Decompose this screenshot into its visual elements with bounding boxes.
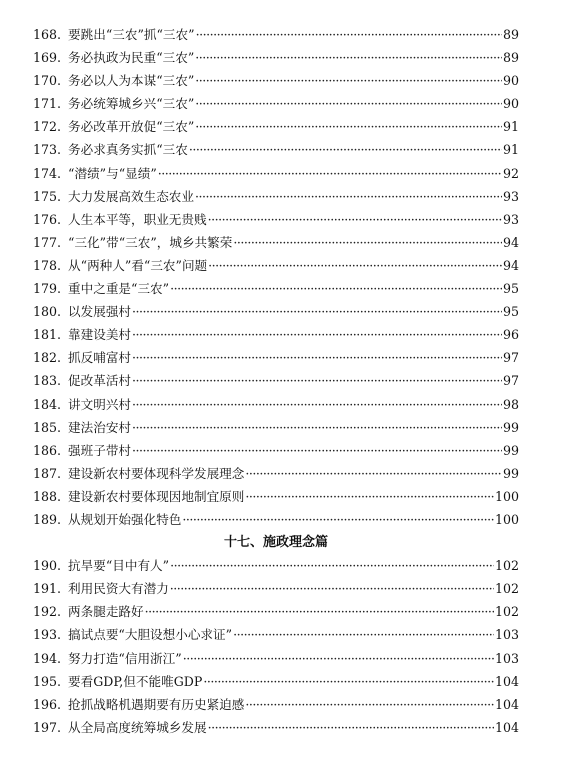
entry-title: 务必求真务实抓“三农 bbox=[68, 142, 188, 158]
entry-page-number: 96 bbox=[502, 327, 519, 343]
entry-number: 182. bbox=[33, 350, 62, 366]
entry-page-number: 102 bbox=[494, 581, 519, 597]
dot-leader bbox=[245, 485, 494, 508]
toc-entry[interactable] bbox=[33, 46, 519, 69]
entry-page-number: 102 bbox=[494, 604, 519, 620]
dot-leader bbox=[132, 393, 502, 416]
entry-title: 搞试点要“大胆设想小心求证” bbox=[68, 627, 233, 643]
entry-number: 181. bbox=[33, 327, 62, 343]
dot-leader bbox=[132, 439, 502, 462]
dot-leader bbox=[182, 508, 494, 531]
entry-page-number: 90 bbox=[502, 96, 519, 112]
entry-title: 务必执政为民重“三农” bbox=[68, 50, 195, 66]
toc-entry[interactable] bbox=[33, 92, 519, 115]
entry-page-number: 99 bbox=[502, 419, 519, 435]
entry-page-number: 89 bbox=[502, 27, 519, 42]
entry-number: 185. bbox=[33, 419, 62, 435]
entry-page-number: 89 bbox=[502, 50, 519, 66]
entry-title: 人生本平等，职业无贵贱 bbox=[68, 211, 207, 227]
toc-entry[interactable] bbox=[33, 23, 519, 46]
dot-leader bbox=[196, 23, 502, 46]
entry-page-number: 92 bbox=[502, 165, 519, 181]
entry-number: 178. bbox=[33, 257, 62, 273]
entry-page-number: 98 bbox=[502, 396, 519, 412]
entry-title: “三化”带“三农”，城乡共繁荣 bbox=[68, 234, 233, 250]
entry-page-number: 104 bbox=[494, 719, 519, 735]
dot-leader bbox=[195, 92, 502, 115]
entry-title: 以发展强村 bbox=[68, 304, 132, 320]
entry-number: 175. bbox=[33, 188, 62, 204]
dot-leader bbox=[245, 693, 494, 716]
toc-section-b bbox=[33, 554, 519, 739]
entry-number: 194. bbox=[33, 650, 62, 666]
dot-leader bbox=[132, 416, 502, 439]
entry-number: 183. bbox=[33, 373, 62, 389]
entry-title: 促改革活村 bbox=[68, 373, 132, 389]
entry-title: 务必统筹城乡兴“三农” bbox=[68, 96, 195, 112]
dot-leader bbox=[158, 162, 502, 185]
entry-page-number: 94 bbox=[502, 234, 519, 250]
entry-title: 抗旱要“目中有人” bbox=[68, 558, 170, 574]
dot-leader bbox=[208, 716, 494, 739]
entry-number: 190. bbox=[33, 558, 62, 574]
entry-number: 191. bbox=[33, 581, 62, 597]
dot-leader bbox=[195, 69, 502, 92]
entry-number: 193. bbox=[33, 627, 62, 643]
entry-page-number: 99 bbox=[502, 442, 519, 458]
entry-number: 196. bbox=[33, 696, 62, 712]
entry-title: 讲文明兴村 bbox=[68, 396, 132, 412]
toc-entry[interactable] bbox=[33, 162, 519, 185]
toc-entry[interactable] bbox=[33, 254, 519, 277]
toc-entry[interactable] bbox=[33, 439, 519, 462]
entry-page-number: 103 bbox=[494, 627, 519, 643]
toc-entry[interactable] bbox=[33, 277, 519, 300]
entry-page-number: 94 bbox=[502, 257, 519, 273]
entry-page-number: 103 bbox=[494, 650, 519, 666]
toc-entry[interactable] bbox=[33, 554, 519, 577]
entry-number: 174. bbox=[33, 165, 62, 181]
entry-page-number: 90 bbox=[502, 73, 519, 89]
dot-leader bbox=[233, 623, 494, 646]
entry-title: 建设新农村要体现科学发展理念 bbox=[68, 465, 245, 481]
entry-number: 177. bbox=[33, 234, 62, 250]
toc-entry[interactable] bbox=[33, 508, 519, 531]
entry-page-number: 100 bbox=[494, 511, 519, 527]
entry-page-number: 100 bbox=[494, 488, 519, 504]
toc-entry[interactable] bbox=[33, 323, 519, 346]
dot-leader bbox=[233, 231, 502, 254]
entry-number: 171. bbox=[33, 96, 62, 112]
entry-number: 189. bbox=[33, 511, 62, 527]
entry-page-number: 91 bbox=[502, 119, 519, 135]
toc-entry[interactable] bbox=[33, 115, 519, 138]
toc-entry[interactable] bbox=[33, 485, 519, 508]
dot-leader bbox=[208, 208, 502, 231]
entry-number: 197. bbox=[33, 719, 62, 735]
entry-number: 172. bbox=[33, 119, 62, 135]
entry-number: 168. bbox=[33, 27, 62, 42]
dot-leader bbox=[189, 138, 502, 161]
dot-leader bbox=[145, 600, 494, 623]
section-heading: 十七、施政理念篇 bbox=[223, 535, 328, 551]
toc-entry[interactable] bbox=[33, 462, 519, 485]
entry-number: 188. bbox=[33, 488, 62, 504]
toc-entry[interactable] bbox=[33, 138, 519, 161]
entry-title: 强班子带村 bbox=[68, 442, 132, 458]
toc-entry[interactable] bbox=[33, 393, 519, 416]
entry-number: 186. bbox=[33, 442, 62, 458]
entry-title: “潜绩”与“显绩” bbox=[68, 165, 157, 181]
entry-title: 抢抓战略机遇期要有历史紧迫感 bbox=[68, 696, 245, 712]
entry-page-number: 95 bbox=[502, 304, 519, 320]
toc-entry[interactable] bbox=[33, 346, 519, 369]
entry-page-number: 104 bbox=[494, 696, 519, 712]
entry-title: 建设新农村要体现因地制宜原则 bbox=[68, 488, 245, 504]
entry-number: 169. bbox=[33, 50, 62, 66]
toc-entry[interactable] bbox=[33, 369, 519, 392]
table-of-contents bbox=[33, 23, 519, 739]
entry-title: 大力发展高效生态农业 bbox=[68, 188, 194, 204]
entry-page-number: 97 bbox=[502, 373, 519, 389]
entry-number: 176. bbox=[33, 211, 62, 227]
dot-leader bbox=[195, 185, 502, 208]
dot-leader bbox=[170, 277, 502, 300]
dot-leader bbox=[195, 46, 502, 69]
toc-entry[interactable] bbox=[33, 231, 519, 254]
toc-entry[interactable] bbox=[33, 208, 519, 231]
entry-page-number: 91 bbox=[502, 142, 519, 158]
entry-page-number: 99 bbox=[502, 465, 519, 481]
entry-number: 184. bbox=[33, 396, 62, 412]
toc-entry[interactable] bbox=[33, 716, 519, 739]
toc-entry[interactable] bbox=[33, 623, 519, 646]
toc-entry[interactable] bbox=[33, 647, 519, 670]
entry-title: 两条腿走路好 bbox=[68, 604, 144, 620]
toc-entry[interactable] bbox=[33, 577, 519, 600]
entry-page-number: 97 bbox=[502, 350, 519, 366]
entry-title: 务必以人为本谋“三农” bbox=[68, 73, 195, 89]
entry-title: 从“两种人”看“三农”问题 bbox=[68, 257, 208, 273]
toc-section-a bbox=[33, 23, 519, 531]
dot-leader bbox=[132, 369, 502, 392]
entry-title: 努力打造“信用浙江” bbox=[68, 650, 182, 666]
entry-page-number: 93 bbox=[502, 211, 519, 227]
dot-leader bbox=[195, 115, 502, 138]
toc-entry[interactable] bbox=[33, 300, 519, 323]
entry-number: 180. bbox=[33, 304, 62, 320]
entry-number: 173. bbox=[33, 142, 62, 158]
dot-leader bbox=[203, 670, 494, 693]
toc-entry[interactable] bbox=[33, 693, 519, 716]
entry-number: 192. bbox=[33, 604, 62, 620]
dot-leader bbox=[170, 554, 494, 577]
entry-title: 靠建设美村 bbox=[68, 327, 132, 343]
entry-title: 要看GDP,但不能唯GDP bbox=[68, 673, 203, 689]
entry-page-number: 93 bbox=[502, 188, 519, 204]
entry-number: 187. bbox=[33, 465, 62, 481]
dot-leader bbox=[245, 462, 502, 485]
entry-page-number: 104 bbox=[494, 673, 519, 689]
entry-title: 务必改革开放促“三农” bbox=[68, 119, 195, 135]
entry-page-number: 95 bbox=[502, 281, 519, 297]
entry-title: 要跳出“三农”抓“三农” bbox=[68, 27, 195, 42]
entry-number: 179. bbox=[33, 281, 62, 297]
toc-entry[interactable] bbox=[33, 69, 519, 92]
toc-entry[interactable] bbox=[33, 670, 519, 693]
dot-leader bbox=[208, 254, 502, 277]
dot-leader bbox=[132, 300, 502, 323]
entry-title: 从全局高度统筹城乡发展 bbox=[68, 719, 207, 735]
dot-leader bbox=[183, 647, 494, 670]
entry-title: 重中之重是“三农” bbox=[68, 281, 170, 297]
entry-title: 从规划开始强化特色 bbox=[68, 511, 182, 527]
entry-page-number: 102 bbox=[494, 558, 519, 574]
toc-entry[interactable] bbox=[33, 600, 519, 623]
entry-title: 利用民资大有潜力 bbox=[68, 581, 169, 597]
dot-leader bbox=[132, 323, 502, 346]
entry-title: 抓反哺富村 bbox=[68, 350, 132, 366]
dot-leader bbox=[132, 346, 502, 369]
entry-number: 195. bbox=[33, 673, 62, 689]
entry-title: 建法治安村 bbox=[68, 419, 132, 435]
dot-leader bbox=[170, 577, 494, 600]
toc-entry[interactable] bbox=[33, 416, 519, 439]
toc-entry[interactable] bbox=[33, 185, 519, 208]
entry-number: 170. bbox=[33, 73, 62, 89]
